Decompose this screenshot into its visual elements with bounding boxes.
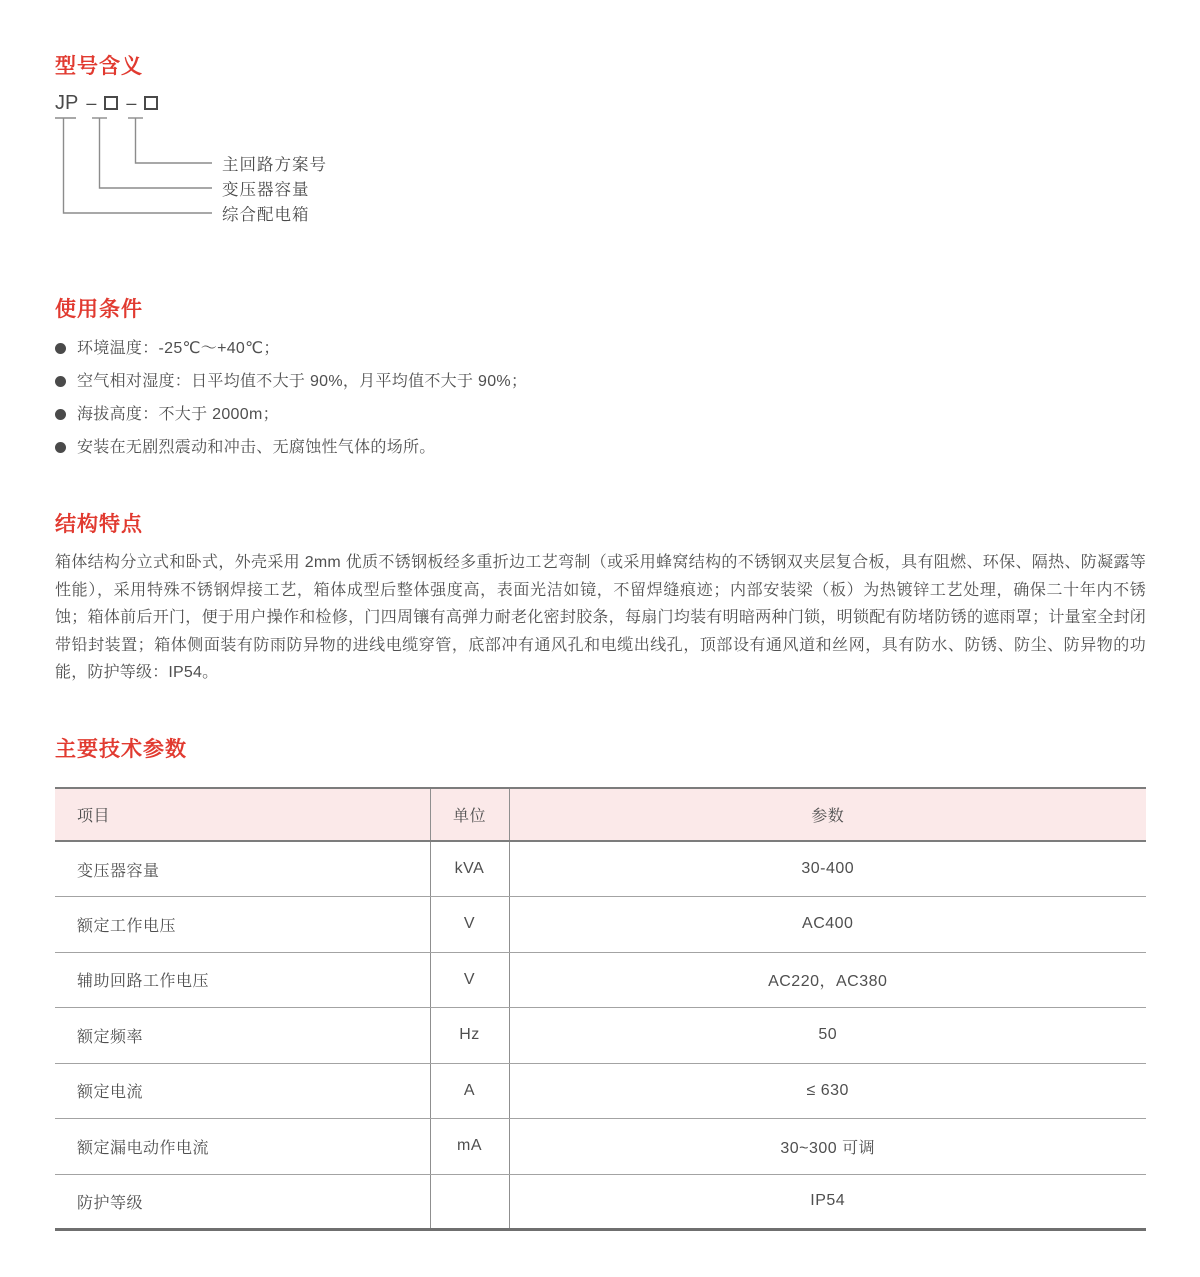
cell-item: 额定工作电压 <box>55 897 430 953</box>
conditions-list <box>55 339 527 471</box>
cell-unit: A <box>430 1063 509 1119</box>
model-label-transformer-capacity: 变压器容量 <box>222 181 310 199</box>
cell-unit: V <box>430 897 509 953</box>
condition-item <box>55 339 527 358</box>
technical-parameters-table <box>55 787 1146 1231</box>
table-row <box>55 897 1146 953</box>
cell-value: 30-400 <box>509 841 1146 897</box>
model-label-distribution-box: 综合配电箱 <box>222 206 310 224</box>
model-code-diagram <box>55 90 535 240</box>
cell-unit: V <box>430 952 509 1008</box>
cell-item: 额定电流 <box>55 1063 430 1119</box>
cell-value: AC400 <box>509 897 1146 953</box>
table-row <box>55 1119 1146 1175</box>
model-placeholder-box-scheme <box>144 96 158 110</box>
section-title-structural-features: 结构特点 <box>55 513 143 536</box>
cell-item: 变压器容量 <box>55 841 430 897</box>
cell-item: 额定频率 <box>55 1008 430 1064</box>
bullet-icon <box>55 376 66 387</box>
model-code-dash: – <box>126 92 137 113</box>
bullet-icon <box>55 343 66 354</box>
model-code-prefix: JP <box>55 91 79 114</box>
cell-value: AC220，AC380 <box>509 952 1146 1008</box>
cell-value: ≤ 630 <box>509 1063 1146 1119</box>
condition-text: 空气相对湿度：日平均值不大于 90%，月平均值不大于 90%； <box>77 373 528 390</box>
column-header-item: 项目 <box>55 788 430 841</box>
table-row <box>55 952 1146 1008</box>
cell-value: IP54 <box>509 1174 1146 1230</box>
bullet-icon <box>55 442 66 453</box>
model-placeholder-box-capacity <box>104 96 118 110</box>
condition-item <box>55 438 527 457</box>
cell-item: 额定漏电动作电流 <box>55 1119 430 1175</box>
model-code-dash: – <box>86 92 97 113</box>
structure-paragraph: 箱体结构分立式和卧式，外壳采用 2mm 优质不锈钢板经多重折边工艺弯制（或采用蜂窝结构的不锈钢双夹层复合板，具有阻燃、环保、隔热、防凝露等性能），采用特殊不锈钢焊接工艺，箱体成型后整体强度高，表面光洁如镜，不留焊缝痕迹；内部安装梁（板）为热镀锌工艺处理，确保二十年内不锈蚀；箱体前后开门，便于用户操作和检修，门四周镶有高弹力耐老化密封胶条，每扇门均装有明暗两种门锁，明锁配有防堵防锈的遮雨罩；计量室全封闭带铅封装置；箱体侧面装有防雨防异物的进线电缆穿管，底部冲有通风孔和电缆出线孔，顶部设有通风道和丝网，具有防水、防锈、防尘、防异物的功能，防护等级：IP54。 <box>55 554 1146 681</box>
cell-value: 30~300 可调 <box>509 1119 1146 1175</box>
column-header-value: 参数 <box>509 788 1146 841</box>
table-row <box>55 841 1146 897</box>
table-row <box>55 1008 1146 1064</box>
condition-text: 安装在无剧烈震动和冲击、无腐蚀性气体的场所。 <box>77 439 436 456</box>
section-title-model-meaning: 型号含义 <box>55 55 143 78</box>
table-row <box>55 1174 1146 1230</box>
cell-unit: kVA <box>430 841 509 897</box>
condition-text: 海拔高度：不大于 2000m； <box>77 406 279 423</box>
condition-item <box>55 405 527 424</box>
cell-unit: mA <box>430 1119 509 1175</box>
condition-item <box>55 372 527 391</box>
model-code <box>55 90 158 116</box>
bullet-icon <box>55 409 66 420</box>
column-header-unit: 单位 <box>430 788 509 841</box>
cell-unit: Hz <box>430 1008 509 1064</box>
cell-item: 辅助回路工作电压 <box>55 952 430 1008</box>
table-row <box>55 1063 1146 1119</box>
cell-item: 防护等级 <box>77 1194 144 1212</box>
condition-text: 环境温度：-25℃～+40℃； <box>77 340 280 357</box>
cell-unit <box>430 1174 509 1230</box>
model-label-main-circuit-scheme: 主回路方案号 <box>222 156 327 174</box>
cell-value: 50 <box>509 1008 1146 1064</box>
section-title-technical-parameters: 主要技术参数 <box>55 738 187 761</box>
section-title-usage-conditions: 使用条件 <box>55 298 143 321</box>
table-header-row <box>55 788 1146 841</box>
